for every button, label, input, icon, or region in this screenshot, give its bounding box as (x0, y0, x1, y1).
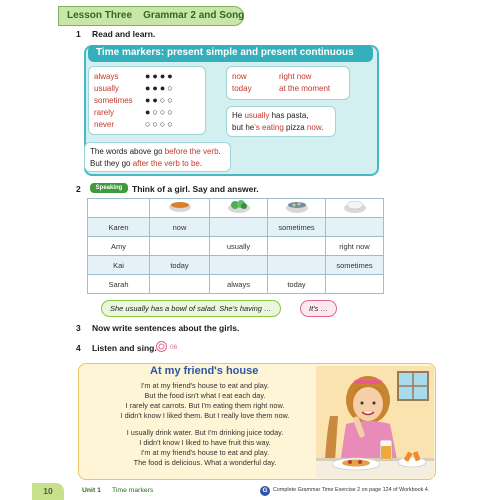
example-text: has pasta, (269, 111, 309, 120)
table-cell (326, 218, 384, 237)
lesson-title: Grammar 2 and Song (143, 10, 245, 21)
freq-word: rarely (94, 108, 115, 117)
table-cell: now (150, 218, 210, 237)
speech-bubble-pink: It's … (300, 300, 337, 317)
table-row (88, 256, 384, 275)
ex4-instruction: Listen and sing. (92, 343, 157, 353)
word-order-note (84, 142, 231, 172)
track-number: 06 (170, 344, 178, 351)
footer-topic: Time markers (112, 487, 154, 494)
frequency-box (88, 66, 206, 135)
grammar-time-icon: G (260, 486, 270, 496)
ex4-number: 4 (76, 343, 81, 353)
marker-today: today (232, 84, 252, 93)
table-cell (150, 275, 210, 294)
table-cell: Karen (88, 218, 150, 237)
table-cell (210, 218, 268, 237)
freq-word: usually (94, 84, 119, 93)
song-line: I didn't know I liked to have fruit this way. (139, 438, 271, 447)
lesson-header (58, 6, 244, 26)
table-cell: sometimes (268, 218, 326, 237)
song-line: I'm at my friend's house to eat and play. (141, 448, 269, 457)
song-line: The food is delicious. What a wonderful day. (133, 458, 277, 467)
table-cell (268, 256, 326, 275)
example-text: He (232, 111, 245, 120)
freq-dots: ●●○○ (145, 95, 175, 105)
table-row (88, 237, 384, 256)
page-number: 10 (32, 483, 64, 500)
table-cell (268, 237, 326, 256)
salad-bowl-icon (210, 199, 268, 218)
grammar-panel-title: Time markers: present simple and present continuous (88, 45, 373, 62)
song-line: I didn't know I liked them. But I really love them now. (120, 411, 290, 420)
table-cell: right now (326, 237, 384, 256)
table-cell: sometimes (326, 256, 384, 275)
song-line: I rarely eat carrots. But I'm eating them right now. (125, 401, 285, 410)
girl-eating-illustration (316, 366, 434, 478)
example-highlight: now (306, 123, 322, 132)
ex2-instruction: Think of a girl. Say and answer. (132, 184, 259, 194)
song-line: I'm at my friend's house to eat and play. (141, 381, 269, 390)
example-box (226, 106, 336, 137)
table-row (88, 275, 384, 294)
rice-bowl-icon (326, 199, 384, 218)
time-marker-box (226, 66, 350, 100)
table-cell: today (268, 275, 326, 294)
speech-bubble-green: She usually has a bowl of salad. She's having … (101, 300, 281, 317)
marker-at-the-moment: at the moment (279, 84, 331, 93)
freq-dots: ●●●● (145, 71, 175, 81)
song-verse-1 (95, 381, 315, 421)
example-highlight: 's eating (254, 123, 284, 132)
ex1-instruction: Read and learn. (92, 29, 156, 39)
note-text: But they go (90, 159, 133, 168)
example-highlight: usually (244, 111, 270, 120)
note-highlight: after the verb to be (132, 159, 200, 168)
cereal-bowl-icon (268, 199, 326, 218)
ex2-number: 2 (76, 184, 81, 194)
note-text: The words above go (90, 147, 165, 156)
example-text: pizza (283, 123, 307, 132)
song-verse-2 (95, 428, 315, 468)
note-text: . (199, 159, 203, 168)
audio-icon[interactable] (156, 341, 167, 352)
table-cell: today (150, 256, 210, 275)
table-header-row (88, 199, 384, 218)
header-separator (135, 10, 141, 21)
ex1-number: 1 (76, 29, 81, 39)
note-highlight: before the verb (164, 147, 219, 156)
table-cell: always (210, 275, 268, 294)
table-cell: usually (210, 237, 268, 256)
workbook-note: Complete Grammar Time Exercise 2 on page 124 of Workbook 4. (273, 487, 430, 493)
song-line: But the food isn't what I eat each day. (144, 391, 266, 400)
table-cell: Amy (88, 237, 150, 256)
marker-right-now: right now (279, 72, 312, 81)
table-cell: Sarah (88, 275, 150, 294)
example-text: but he (232, 123, 255, 132)
freq-dots: ○○○○ (145, 119, 175, 129)
soup-bowl-icon (150, 199, 210, 218)
table-cell (210, 256, 268, 275)
freq-dots: ●○○○ (145, 107, 175, 117)
ex3-instruction: Now write sentences about the girls. (92, 323, 240, 333)
freq-word: always (94, 72, 119, 81)
speaking-badge: Speaking (90, 183, 128, 193)
table-cell (150, 237, 210, 256)
food-table (87, 198, 384, 294)
freq-word: sometimes (94, 96, 133, 105)
ex3-number: 3 (76, 323, 81, 333)
freq-dots: ●●●○ (145, 83, 175, 93)
song-line: I usually drink water. But I'm drinking juice today. (126, 428, 284, 437)
example-text: . (321, 123, 324, 132)
lesson-label: Lesson Three (67, 10, 133, 21)
table-row (88, 218, 384, 237)
note-text: . (218, 147, 221, 156)
footer-unit: Unit 1 (82, 487, 101, 494)
marker-now: now (232, 72, 247, 81)
song-title: At my friend's house (150, 365, 259, 377)
table-cell (326, 275, 384, 294)
freq-word: never (94, 120, 115, 129)
table-cell: Kai (88, 256, 150, 275)
